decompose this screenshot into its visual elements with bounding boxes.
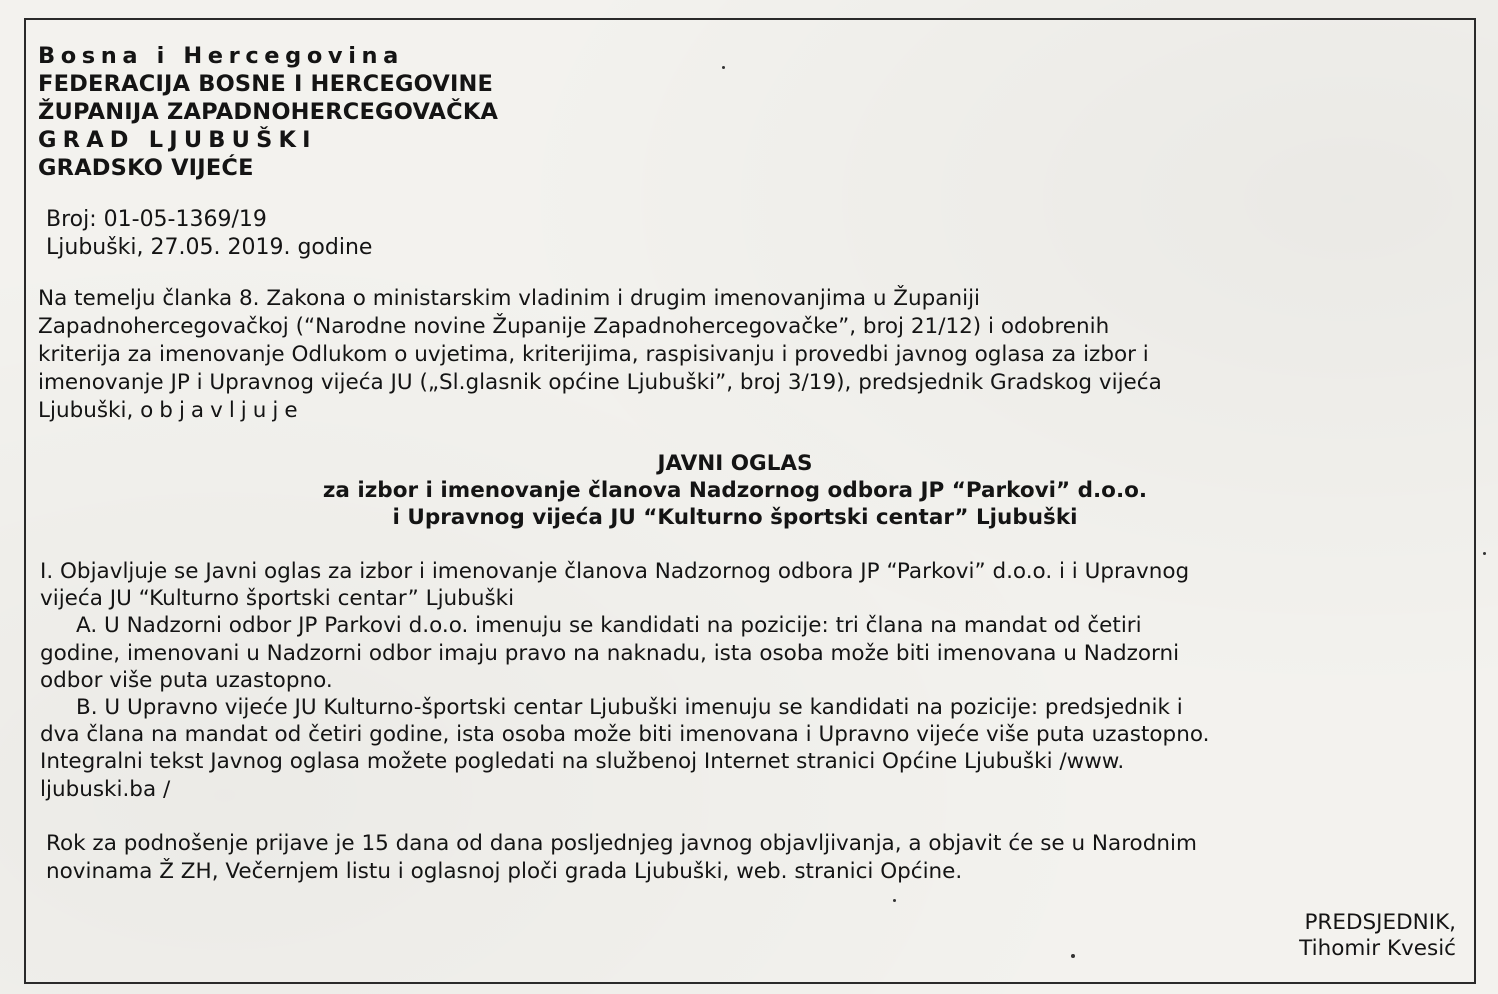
scan-speck bbox=[893, 899, 896, 902]
city-line: GRAD LJUBUŠKI bbox=[38, 127, 317, 153]
intro-paragraph bbox=[38, 285, 1448, 425]
publishes-word: objavljuje bbox=[140, 398, 304, 423]
section-a-line: godine, imenovani u Nadzorni odbor imaju pravo na naknadu, ista osoba može biti imenovana u Nadzorni bbox=[40, 640, 1180, 666]
body-line: vijeća JU “Kulturno športski centar” Ljubuški bbox=[40, 586, 515, 612]
reference-number: Broj: 01-05-1369/19 bbox=[46, 207, 267, 232]
scan-speck bbox=[1483, 552, 1486, 555]
title-sub: za izbor i imenovanje članova Nadzornog odbora JP “Parkovi” d.o.o. bbox=[322, 478, 1148, 503]
title-sub: i Upravnog vijeća JU “Kulturno športski centar” Ljubuški bbox=[392, 505, 1078, 530]
deadline-line: Rok za podnošenje prijave je 15 dana od dana posljednjeg javnog objavljivanja, a objavit će se u Narodnim bbox=[46, 831, 1197, 856]
reference-block bbox=[46, 206, 372, 262]
council-line: GRADSKO VIJEĆE bbox=[38, 155, 254, 181]
scan-speck bbox=[1071, 954, 1075, 958]
section-a-line: odbor više puta uzastopno. bbox=[40, 667, 333, 693]
intro-line: Zapadnohercegovačkoj (“Narodne novine Županije Zapadnohercegovačke”, broj 21/12) i odobrenih bbox=[38, 314, 1110, 339]
scan-speck bbox=[722, 66, 725, 69]
notice-title bbox=[140, 450, 1330, 531]
signature-block bbox=[1299, 910, 1456, 962]
website-line: ljubuski.ba / bbox=[40, 776, 171, 802]
section-b-line: B. U Upravno vijeće JU Kulturno-športski centar Ljubuški imenuju se kandidati na pozicije: predsjednik i bbox=[76, 695, 1183, 721]
section-b-line: dva člana na mandat od četiri godine, ista osoba može biti imenovana i Upravno vijeće više puta uzastopno. bbox=[40, 722, 1210, 748]
intro-line-start: Ljubuški, bbox=[38, 398, 141, 423]
intro-line: kriterija za imenovanje Odlukom o uvjetima, kriterijima, raspisivanju i provedbi javnog oglasa za izbor i bbox=[38, 342, 1149, 367]
deadline-paragraph bbox=[46, 830, 1466, 886]
intro-line bbox=[38, 397, 1448, 425]
canton-line: ŽUPANIJA ZAPADNOHERCEGOVAČKA bbox=[38, 99, 499, 125]
section-a-line: A. U Nadzorni odbor JP Parkovi d.o.o. imenuju se kandidati na pozicije: tri člana na mandat od četiri bbox=[76, 613, 1142, 639]
country-line: Bosna i Hercegovina bbox=[38, 43, 404, 69]
federation-line: FEDERACIJA BOSNE I HERCEGOVINE bbox=[38, 71, 494, 97]
title-main: JAVNI OGLAS bbox=[657, 451, 813, 476]
place-date: Ljubuški, 27.05. 2019. godine bbox=[46, 235, 373, 260]
intro-line: Na temelju članka 8. Zakona o ministarskim vladinim i drugim imenovanjima u Županiji bbox=[38, 286, 981, 311]
deadline-line: novinama Ž ZH, Večernjem listu i oglasnoj ploči grada Ljubuški, web. stranici Općine. bbox=[46, 859, 963, 884]
body-line: I. Objavljuje se Javni oglas za izbor i imenovanje članova Nadzornog odbora JP “Parkovi” d.o.o. i i Upravnog bbox=[40, 559, 1190, 584]
intro-line: imenovanje JP i Upravnog vijeća JU („Sl.glasnik općine Ljubuški”, broj 3/19), predsjednik Gradskog vijeća bbox=[38, 370, 1162, 395]
website-line: Integralni tekst Javnog oglasa možete pogledati na službenoj Internet stranici Općine Ljubuški /www. bbox=[40, 749, 1125, 775]
signature-name: Tihomir Kvesić bbox=[1299, 936, 1456, 961]
signature-role: PREDSJEDNIK, bbox=[1304, 910, 1456, 935]
notice-body bbox=[40, 558, 1460, 803]
issuer-header bbox=[38, 42, 498, 182]
